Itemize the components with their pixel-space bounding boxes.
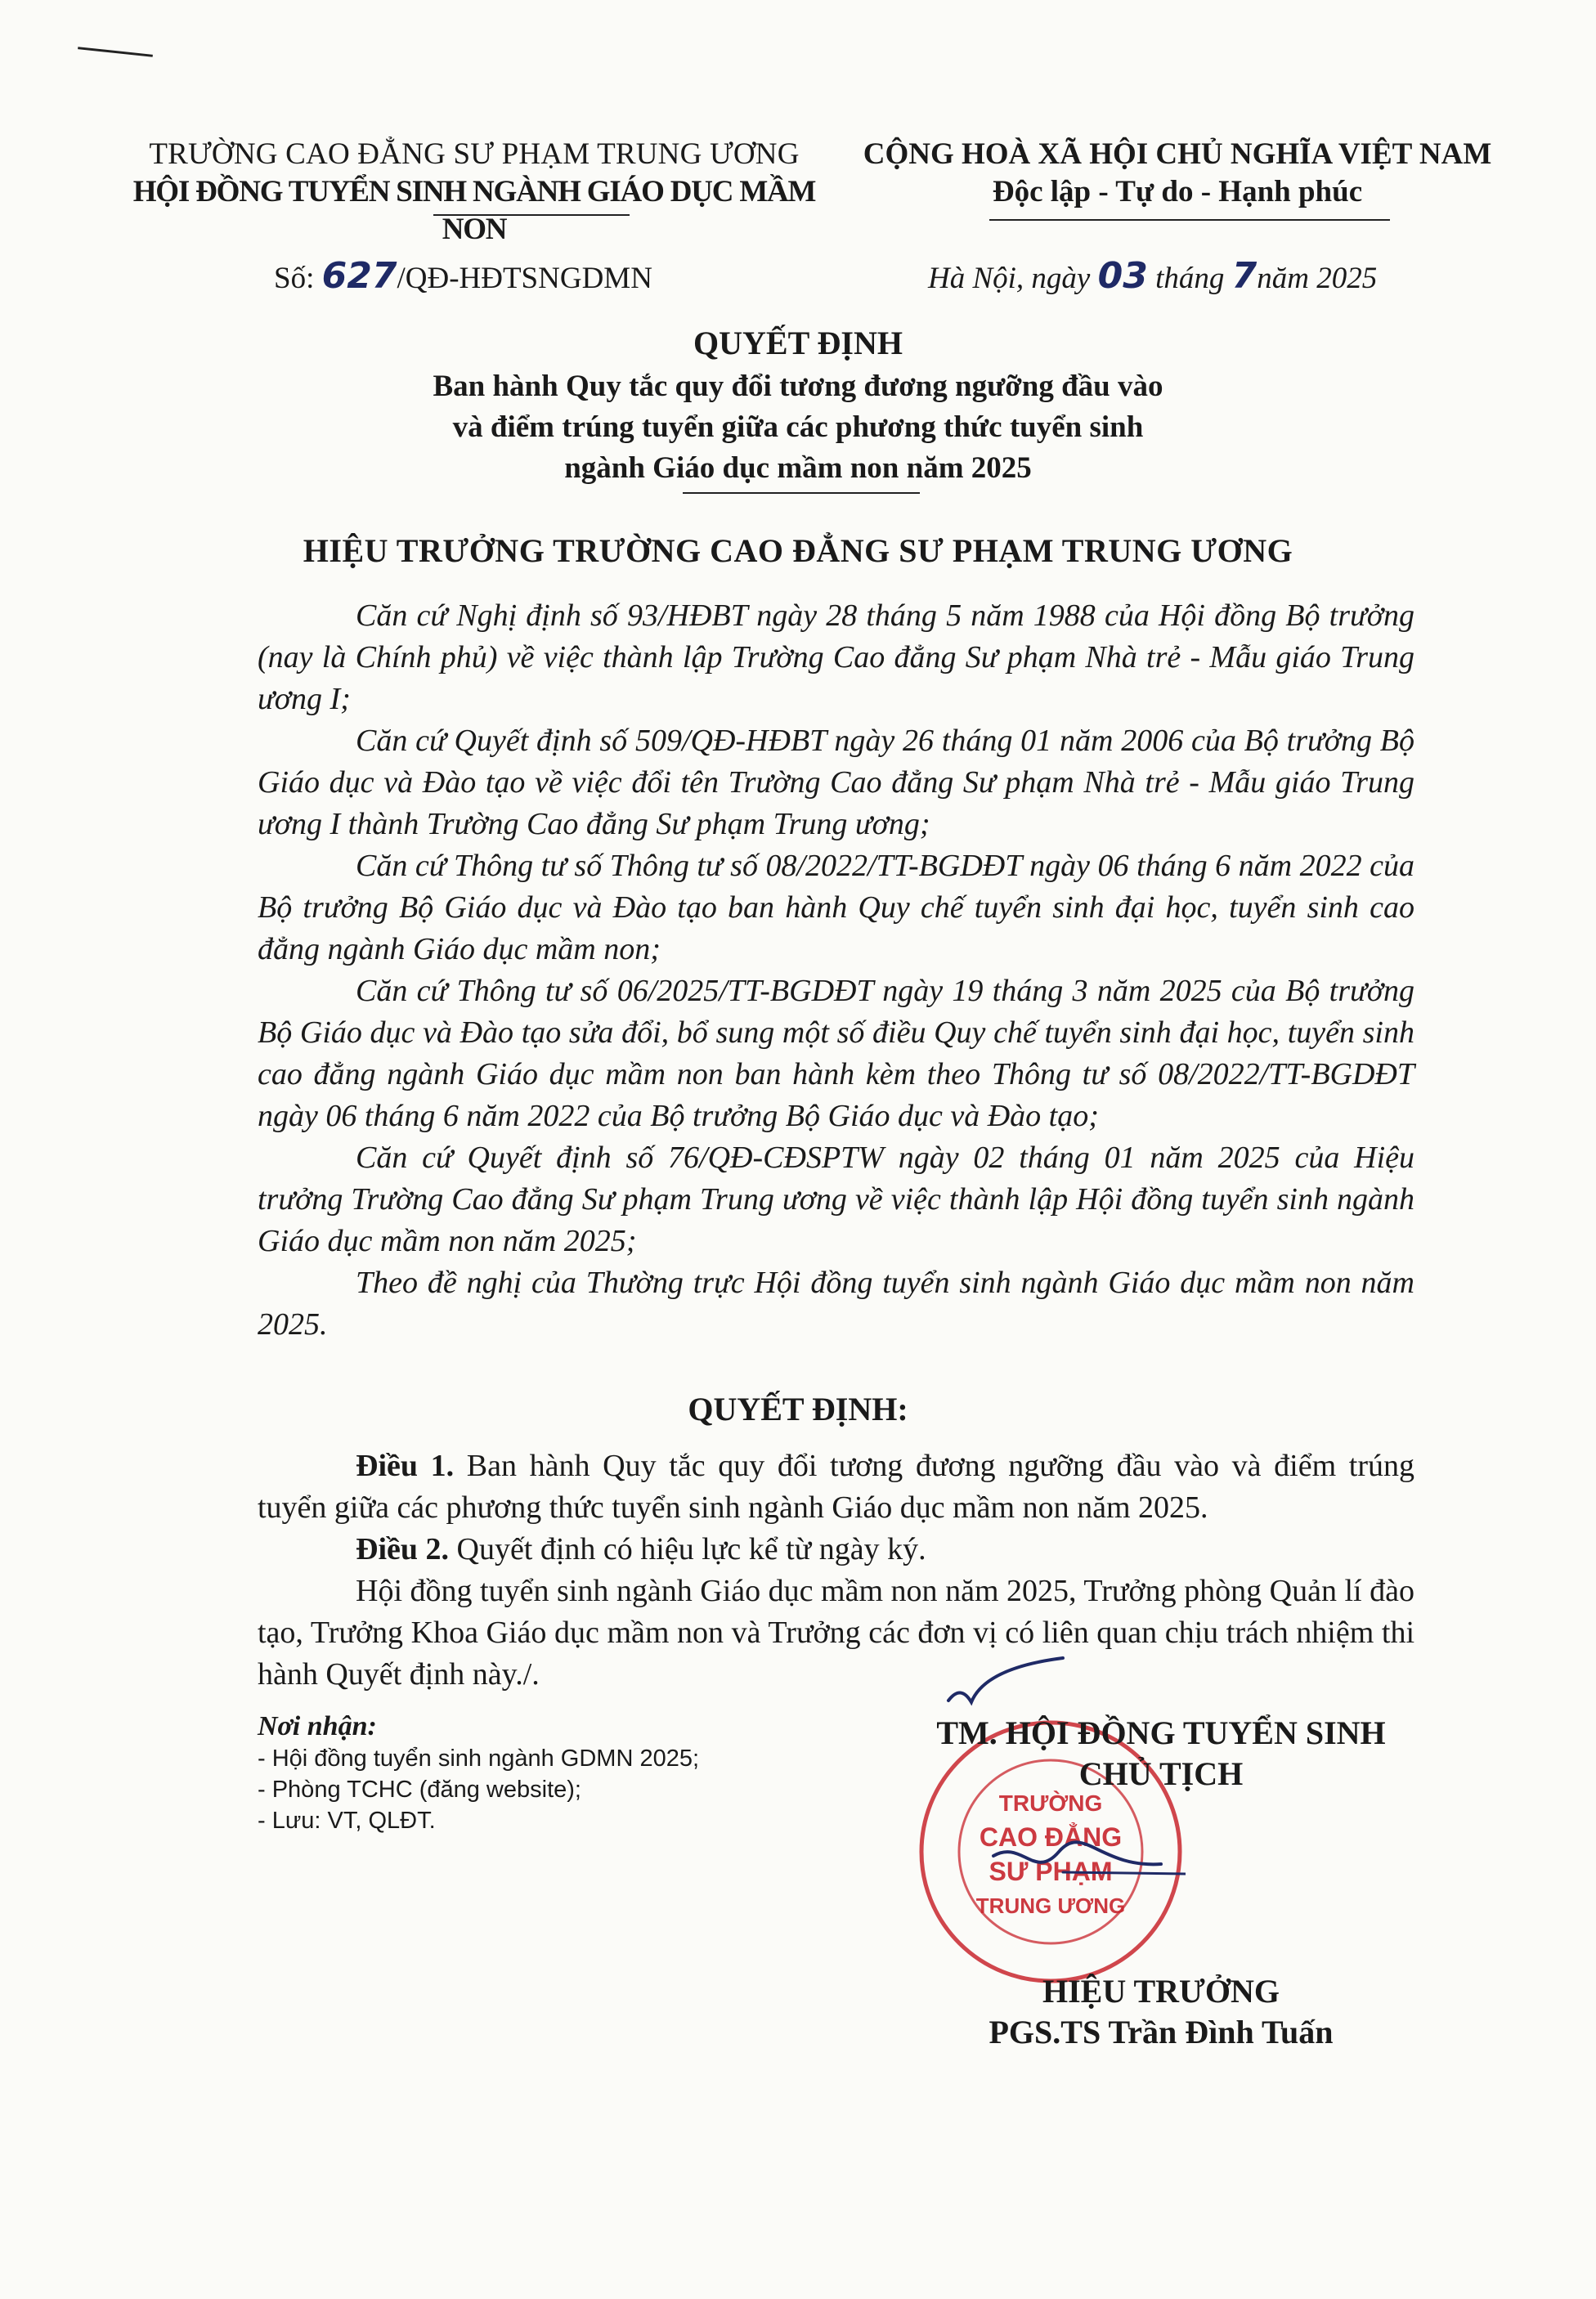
motto: Độc lập - Tự do - Hạnh phúc xyxy=(992,175,1363,208)
recipients-block xyxy=(258,1710,846,1836)
document-subject xyxy=(0,366,1596,489)
title-underline xyxy=(683,492,920,494)
date-day-handwritten: 03 xyxy=(1097,255,1148,297)
basis-paragraph: Căn cứ Thông tư số 06/2025/TT-BGDĐT ngày 19 tháng 3 năm 2025 của Bộ trưởng Bộ Giáo dục và Đào tạo sửa đổi, bổ sung một số điều Quy chế tuyển sinh đại học, tuyển sinh cao đẳng ngành Giáo dục mầm non ban hành kèm theo Thông tư số 08/2022/TT-BGDĐT ngày 06 tháng 6 năm 2022 của Bộ trưởng Bộ Giáo dục và Đào tạo; xyxy=(258,974,1414,1133)
header-underline-right xyxy=(989,219,1390,221)
seal-line-3: SƯ PHẠM xyxy=(989,1857,1113,1886)
seal-line-2: CAO ĐẲNG xyxy=(979,1822,1123,1852)
document-type-heading: QUYẾT ĐỊNH xyxy=(693,325,903,361)
date-place: Hà Nội, ngày xyxy=(928,262,1098,295)
basis-paragraph: Theo đề nghị của Thường trực Hội đồng tuyển sinh ngành Giáo dục mầm non năm 2025. xyxy=(258,1266,1414,1342)
recipient-item: - Phòng TCHC (đăng website); xyxy=(258,1777,581,1803)
date-month-handwritten: 7 xyxy=(1231,255,1258,297)
country-name: CỘNG HOÀ XÃ HỘI CHỦ NGHĨA VIỆT NAM xyxy=(863,137,1492,171)
basis-paragraph: Căn cứ Quyết định số 509/QĐ-HĐBT ngày 26 tháng 01 năm 2006 của Bộ trưởng Bộ Giáo dục và Đào tạo về việc đổi tên Trường Cao đẳng Sư phạm Nhà trẻ - Mẫu giáo Trung ương I thành Trường Cao đẳng Sư phạm Trung ương; xyxy=(258,724,1414,841)
seal-line-4: TRUNG ƯƠNG xyxy=(975,1893,1126,1918)
closing-paragraph: Hội đồng tuyển sinh ngành Giáo dục mầm non năm 2025, Trưởng phòng Quản lí đào tạo, Trưởng Khoa Giáo dục mầm non và Trưởng các đơn vị có liên quan chịu trách nhiệm thi hành Quyết định này./. xyxy=(258,1574,1414,1692)
signer-title: HIỆU TRƯỞNG xyxy=(1042,1973,1280,2010)
signature-capacity: TM. HỘI ĐỒNG TUYỂN SINH xyxy=(936,1714,1386,1751)
subject-line-1: Ban hành Quy tắc quy đổi tương đương ngưỡng đầu vào xyxy=(433,370,1163,403)
subject-line-3: ngành Giáo dục mầm non năm 2025 xyxy=(564,451,1032,485)
doc-number-handwritten: 627 xyxy=(321,255,397,297)
decision-heading: QUYẾT ĐỊNH: xyxy=(688,1391,908,1427)
signature-tail-icon xyxy=(1063,1872,1186,1874)
recipient-item: - Lưu: VT, QLĐT. xyxy=(258,1808,436,1834)
issuing-authority: HIỆU TRƯỞNG TRƯỜNG CAO ĐẲNG SƯ PHẠM TRUNG ƯƠNG xyxy=(303,532,1293,569)
article-1 xyxy=(258,1445,1414,1529)
org-name: TRƯỜNG CAO ĐẲNG SƯ PHẠM TRUNG ƯƠNG xyxy=(149,137,800,171)
basis-paragraph: Căn cứ Thông tư số Thông tư số 08/2022/TT-BGDĐT ngày 06 tháng 6 năm 2022 của Bộ trưởng Bộ Giáo dục và Đào tạo ban hành Quy chế tuyển sinh đại học, tuyển sinh cao đẳng ngành Giáo dục mầm non; xyxy=(258,849,1414,966)
subject-line-2: và điểm trúng tuyển giữa các phương thức tuyển sinh xyxy=(452,410,1144,444)
corner-pen-mark xyxy=(78,47,153,57)
document-date xyxy=(928,255,1377,297)
recipient-item: - Hội đồng tuyển sinh ngành GDMN 2025; xyxy=(258,1746,700,1772)
issuing-organization xyxy=(106,136,842,249)
article-1-text: Ban hành Quy tắc quy đổi tương đương ngưỡng đầu vào và điểm trúng tuyển giữa các phương thức tuyển sinh ngành Giáo dục mầm non năm 2025. xyxy=(258,1449,1415,1525)
doc-number-prefix: Số: xyxy=(274,262,322,295)
signature-role: CHỦ TỊCH xyxy=(1078,1755,1244,1792)
article-2-label: Điều 2. xyxy=(356,1532,449,1566)
articles xyxy=(258,1445,1414,1696)
national-motto xyxy=(859,136,1496,211)
signer-name: PGS.TS Trần Đình Tuấn xyxy=(989,2014,1334,2050)
article-2-text: Quyết định có hiệu lực kể từ ngày ký. xyxy=(449,1532,926,1566)
seal-line-1: TRƯỜNG xyxy=(998,1790,1103,1816)
legal-basis xyxy=(258,595,1414,1346)
council-name: HỘI ĐỒNG TUYỂN SINH NGÀNH GIÁO DỤC MẦM NON xyxy=(132,175,816,246)
initial-mark-icon xyxy=(940,1651,1071,1717)
article-1-label: Điều 1. xyxy=(356,1449,455,1483)
header-underline-left xyxy=(433,214,630,216)
document-number xyxy=(274,255,652,297)
doc-number-suffix: /QĐ-HĐTSNGDMN xyxy=(397,262,652,295)
date-year: năm 2025 xyxy=(1257,262,1378,295)
basis-paragraph: Căn cứ Nghị định số 93/HĐBT ngày 28 tháng 5 năm 1988 của Hội đồng Bộ trưởng (nay là Chính phủ) về việc thành lập Trường Cao đẳng Sư phạm Nhà trẻ - Mẫu giáo Trung ương I; xyxy=(258,598,1414,716)
basis-paragraph: Căn cứ Quyết định số 76/QĐ-CĐSPTW ngày 02 tháng 01 năm 2025 của Hiệu trưởng Trường Cao đẳng Sư phạm Trung ương về việc thành lập Hội đồng tuyển sinh ngành Giáo dục mầm non năm 2025; xyxy=(258,1141,1414,1258)
date-month-label: tháng xyxy=(1147,262,1232,295)
recipients-title: Nơi nhận: xyxy=(258,1711,377,1741)
article-2 xyxy=(258,1529,1414,1571)
